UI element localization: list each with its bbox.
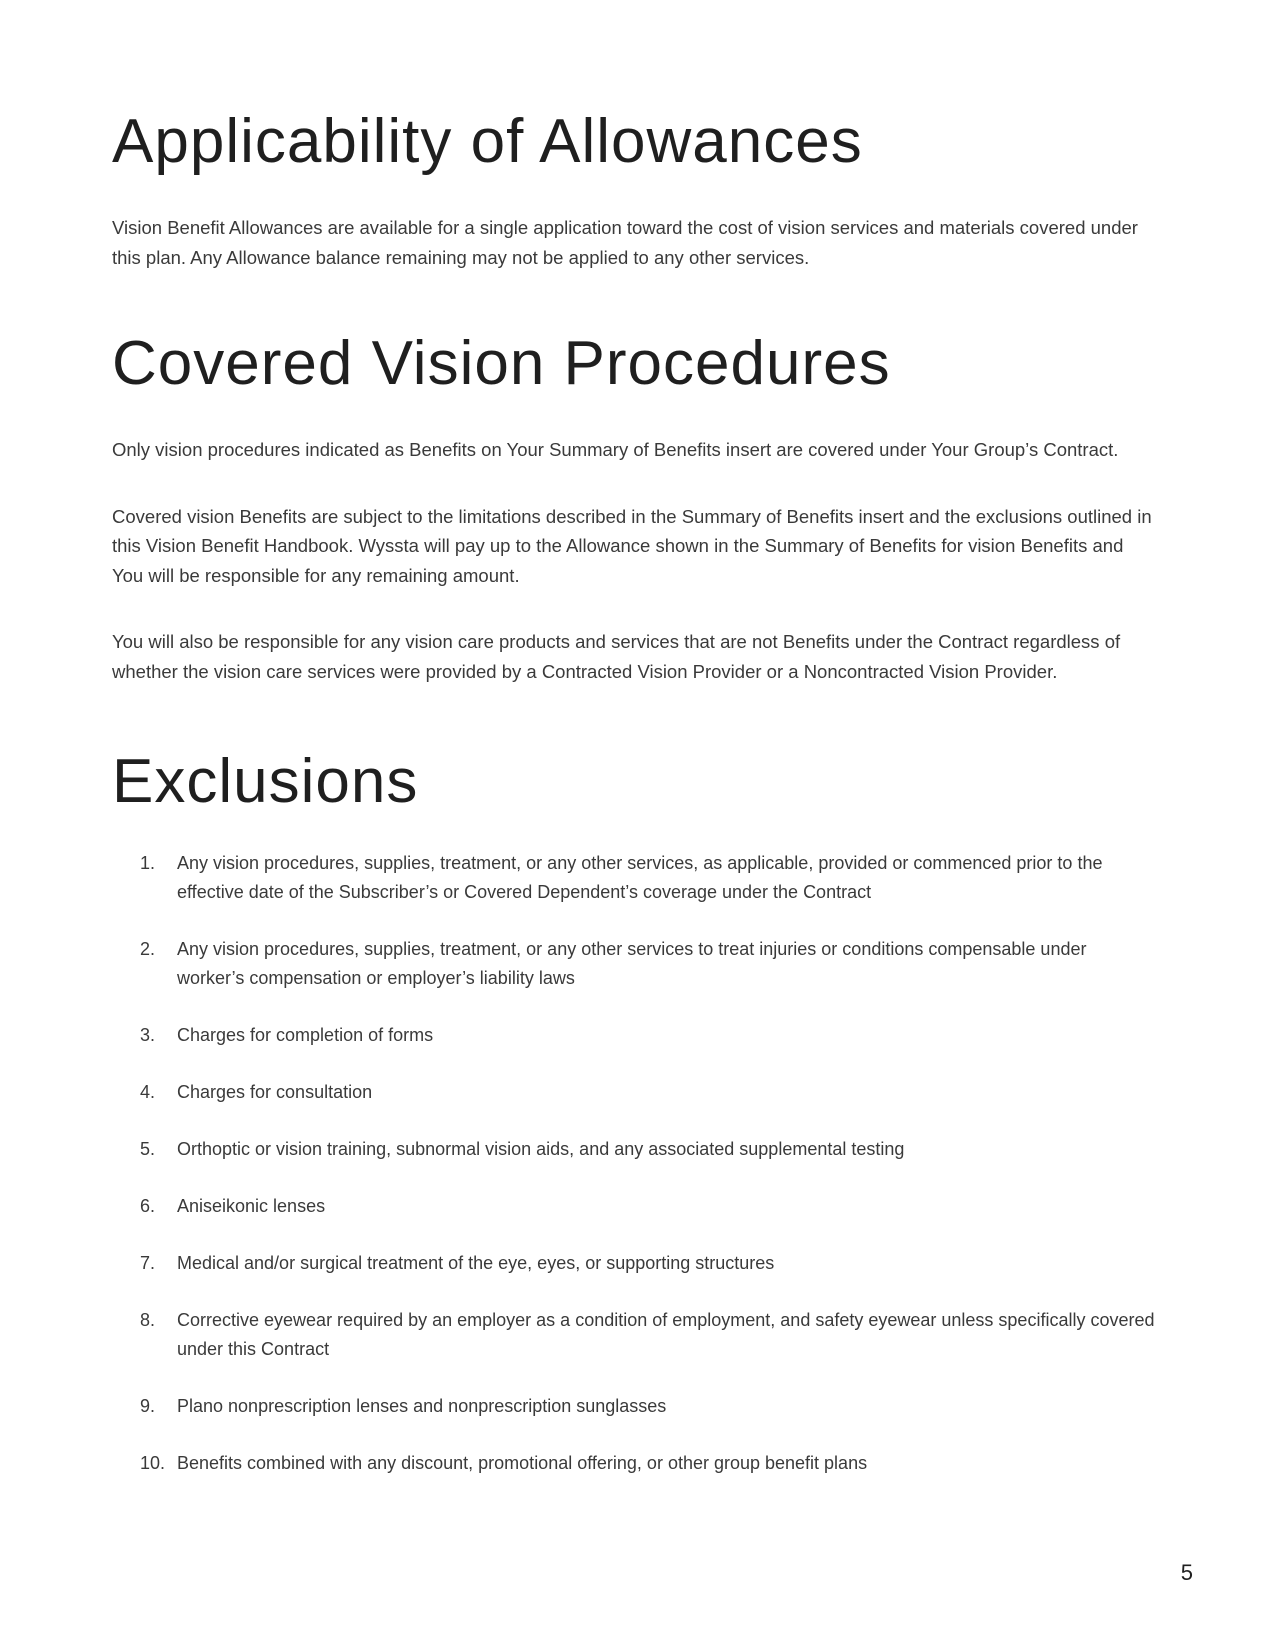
section-heading-procedures: Covered Vision Procedures xyxy=(112,329,891,399)
list-item xyxy=(112,1392,1157,1421)
list-item-number: 6. xyxy=(140,1195,156,1216)
list-item xyxy=(112,1249,1157,1278)
page-number: 5 xyxy=(1180,1560,1193,1585)
section-heading-exclusions: Exclusions xyxy=(112,747,419,817)
list-item-number: 4. xyxy=(140,1081,156,1102)
list-item-number: 10. xyxy=(140,1452,166,1473)
list-item xyxy=(112,1192,1157,1221)
list-item-text: Charges for consultation xyxy=(177,1081,373,1102)
list-item-number: 3. xyxy=(140,1024,156,1045)
list-item-text: Aniseikonic lenses xyxy=(177,1195,326,1216)
document-page xyxy=(112,0,1157,1506)
list-item xyxy=(112,1449,1157,1478)
procedures-paragraph-1: Only vision procedures indicated as Benefits on Your Summary of Benefits insert are covered under Your Group’s Contract. xyxy=(112,439,1119,461)
list-item xyxy=(112,1306,1157,1364)
list-item-number: 7. xyxy=(140,1252,156,1273)
exclusions-list xyxy=(112,849,1157,1478)
list-item-text: Any vision procedures, supplies, treatment, or any other services to treat injuries or conditions compensable under worker’s compensation or employer’s liability laws xyxy=(177,938,1087,988)
list-item-number: 2. xyxy=(140,938,156,959)
list-item-text: Plano nonprescription lenses and nonprescription sunglasses xyxy=(177,1395,667,1416)
list-item-text: Corrective eyewear required by an employer as a condition of employment, and safety eyewear unless specifically covered under this Contract xyxy=(177,1309,1155,1359)
section-heading-allowances: Applicability of Allowances xyxy=(112,107,863,176)
list-item-text: Orthoptic or vision training, subnormal vision aids, and any associated supplemental testing xyxy=(177,1138,905,1159)
list-item-text: Medical and/or surgical treatment of the eye, eyes, or supporting structures xyxy=(177,1252,775,1273)
list-item-text: Any vision procedures, supplies, treatment, or any other services, as applicable, provided or commenced prior to the effective date of the Subscriber’s or Covered Dependent’s coverage under the Contract xyxy=(177,852,1103,902)
procedures-paragraph-3: You will also be responsible for any vision care products and services that are not Benefits under the Contract regardless of whether the vision care services were provided by a Contracted Vision Provider or a Noncontracted Vision Provider. xyxy=(112,631,1121,682)
allowances-paragraph: Vision Benefit Allowances are available for a single application toward the cost of vision services and materials covered under this plan. Any Allowance balance remaining may not be applied to any other services. xyxy=(112,217,1138,268)
list-item-number: 8. xyxy=(140,1309,156,1330)
procedures-paragraph-2: Covered vision Benefits are subject to the limitations described in the Summary of Benefits insert and the exclusions outlined in this Vision Benefit Handbook. Wyssta will pay up to the Allowance shown in the Summary of Benefits for vision Benefits and You will be responsible for any remaining amount. xyxy=(112,505,1152,586)
list-item-number: 9. xyxy=(140,1395,156,1416)
list-item-number: 1. xyxy=(140,852,156,873)
list-item xyxy=(112,1078,1157,1107)
list-item xyxy=(112,1021,1157,1050)
list-item-text: Charges for completion of forms xyxy=(177,1024,434,1045)
list-item xyxy=(112,935,1157,993)
list-item-text: Benefits combined with any discount, promotional offering, or other group benefit plans xyxy=(177,1452,868,1473)
list-item xyxy=(112,1135,1157,1164)
list-item-number: 5. xyxy=(140,1138,156,1159)
list-item xyxy=(112,849,1157,907)
